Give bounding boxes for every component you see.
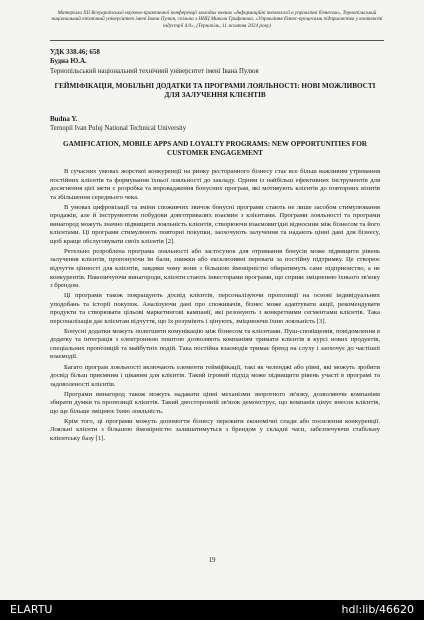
paragraph: Ці програми також покращують досвід клієнтів, персоналізуючи пропозиції на основі індивідуальних уподобань та історії покупок. Аналізуючи дані про споживачів, бізнес може адаптувати акції, рекомендувати продукти та створювати цільові маркетингові кампанії, які резонують з конкретними сегментами клієнтів. Така персоналізація дає клієнтам відчуття, що їх розуміють і цінують, зміцнюючи їхню лояльність [3]. xyxy=(50,292,380,325)
author-ua: Будна Ю.А. xyxy=(50,57,87,65)
conference-header: Матеріали XII Всеукраїнської науково-практичної конференції молодих вчених «Інформаційні технології в управлінні бізнесом», Тернопільський національний технічний університет імені Івана Пулюя, спільна з ННЦ Миколи Грифонова. «Управління бізнес-процесами підприємства у контексті індустрії 4.0», (Тернопіль, 11 жовтня 2024 року) xyxy=(51,10,383,29)
repository-label: ELARTU xyxy=(10,603,53,616)
handle-label: hdl:lib/46620 xyxy=(341,603,414,616)
paragraph: В умовах цифровізації та зміни споживчих звичок бонусні програми стають не лише засобом стимулювання продажів, але й інструментом побудови довготривалих взаємин з клієнтами. Програми лояльності та програми винагород можуть значно підвищити лояльність клієнтів, створюючи взаємовигідні відносини між бізнесом та його клієнтами. Ці програми стимулюють повторні покупки, заохочують залучення та надають цінні дані для бізнесу, щоб краще обслуговувати своїх клієнтів [2]. xyxy=(50,203,380,245)
footer-bar xyxy=(0,600,424,620)
paragraph: Бонусні додатки можуть полегшити комунікацію між бізнесом та клієнтами. Пуш-сповіщення, повідомлення в додатку та інтеграція з електронною поштою дозволяють компаніям тримати клієнтів в курсі нових продуктів, спеціальних пропозицій та майбутніх подій. Така постійна взаємодія тримає бренд на слуху і заохочує до частішої взаємодії. xyxy=(50,327,380,361)
affiliation-ua: Тернопільський національний технічний університет імені Івана Пулюя xyxy=(50,68,259,75)
udk-code: УДК 338.46; 658 xyxy=(50,48,100,56)
article-body xyxy=(50,168,380,445)
affiliation-en: Ternopil Ivan Puluj National Technical University xyxy=(50,125,187,132)
title-ua: ГЕЙМІФІКАЦІЯ, МОБІЛЬНІ ДОДАТКИ ТА ПРОГРАМИ ЛОЯЛЬНОСТІ: НОВІ МОЖЛИВОСТІ ДЛЯ ЗАЛУЧЕННЯ КЛІЄНТІВ xyxy=(54,82,376,100)
paragraph: Багато програм лояльності включають елементи гейміфікації, такі як челенджі або рівні, які можуть зробити досвід більш приємним і цікавим для клієнтів. Такий ігровий підхід може підвищити рівень участі в програмі та задоволеності клієнтів. xyxy=(50,363,380,388)
paragraph: Ретельно розроблена програма лояльності або застосунок для отримання бонусів може підвищити рівень залучення клієнтів, пропонуючи їм бали, знижки або ексклюзивні переваги за постійну підтримку. Це створює відчуття цінності для клієнтів, завдяки чому вони з більшою ймовірністю обиратимуть саме підприємство, а не конкурентів. Накопичуючи винагороди, клієнти стають інвесторами програми, що сприяє зміцненню їхнього зв'язку з брендом. xyxy=(50,247,380,290)
header-divider xyxy=(50,40,384,41)
paragraph: Крім того, ці програми можуть допомогти бізнесу пережити економічні спади або посилення конкуренції. Лояльні клієнти з більшою ймовірністю залишатимуться з брендом у складні часи, забезпечуючи стабільну клієнтську базу [1]. xyxy=(50,417,380,442)
title-en: GAMIFICATION, MOBILE APPS AND LOYALTY PROGRAMS: NEW OPPORTUNITIES FOR CUSTOMER ENGAGEMENT xyxy=(63,140,367,158)
page-number: 19 xyxy=(208,556,216,564)
paragraph: В сучасних умовах жорсткої конкуренції на ринку ресторанного бізнесу стає все більш важливим утримання постійних клієнтів та формування їхньої лояльності до закладу. Одним із найбільш ефективних інструментів для досягнення цієї мети є розробка та впровадження бонусних програм, які мотивують клієнтів до повторних візитів та збільшення середнього чека. xyxy=(50,168,380,201)
author-en: Budna Y. xyxy=(50,115,78,123)
paragraph: Програми винагород також можуть надавати цінні механізми зворотного зв'язку, дозволяючи компаніям збирати думки та пропозиції клієнтів. Такий двосторонній зв'язок демонструє, що компанія цінує внесок клієнтів, що ще більше зміцнює їхню лояльність. xyxy=(50,390,380,415)
